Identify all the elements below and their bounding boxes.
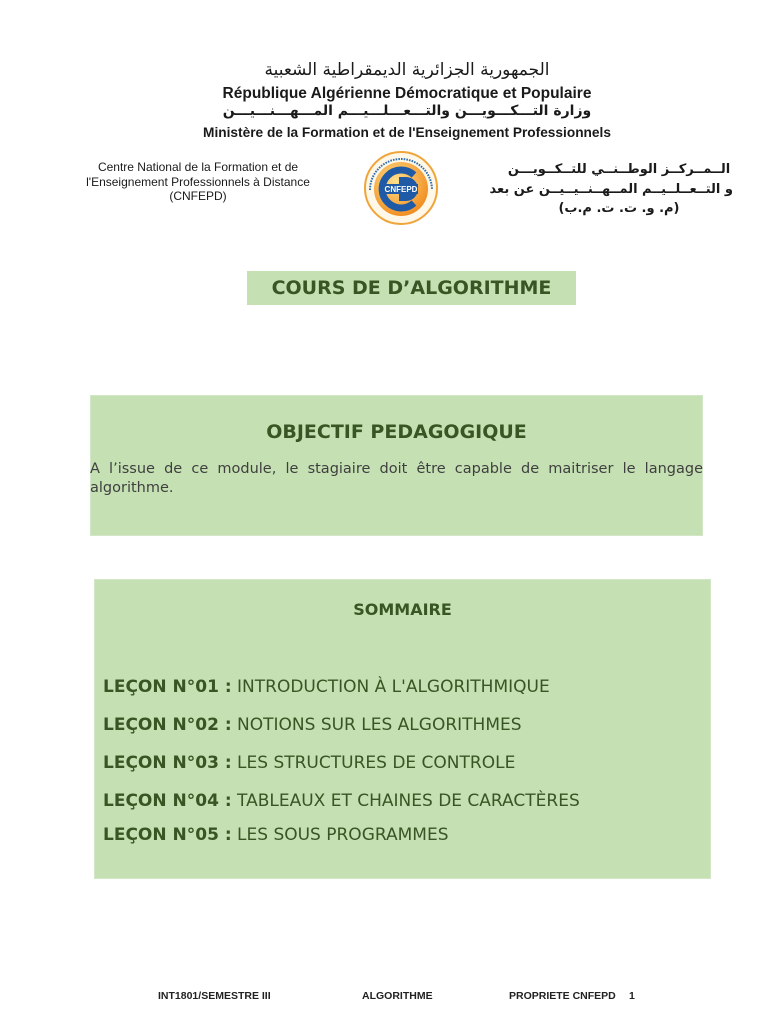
ministry-title: Ministère de la Formation et de l'Enseignement Professionnels (203, 125, 611, 140)
lesson-number: LEÇON N°02 : (103, 715, 232, 735)
lesson-number: LEÇON N°03 : (103, 753, 232, 773)
centre-ar-acronym: (م. و. ت. ت. م.ب) (558, 201, 680, 216)
centre-ar-line: و التــعــلــيــم المــهــنــيــيــن عن بعد (489, 181, 733, 197)
lesson-title: NOTIONS SUR LES ALGORITHMES (237, 715, 522, 735)
footer-page-number: 1 (629, 990, 635, 1002)
footer-module-code: INT1801/SEMESTRE III (158, 990, 271, 1002)
centre-fr-line: Centre National de la Formation et de (97, 160, 299, 174)
lesson-number: LEÇON N°04 : (103, 791, 232, 811)
lesson-number: LEÇON N°05 : (103, 825, 232, 845)
centre-ar-line: الــمــركــز الوطــنــي للتــكــويـــن (507, 162, 731, 177)
centre-name-arabic (489, 160, 733, 219)
arabic-republic-title: الجمهورية الجزائرية الديمقراطية الشعبية (264, 60, 550, 80)
lesson-number: LEÇON N°01 : (103, 677, 232, 697)
lesson-item (103, 676, 550, 698)
lesson-title: LES SOUS PROGRAMMES (237, 825, 449, 845)
objectif-text: A l’issue de ce module, le stagiaire doit être capable de maitriser le langage algorithme. (90, 461, 703, 496)
footer-subject: ALGORITHME (362, 990, 433, 1002)
lesson-title: TABLEAUX ET CHAINES DE CARACTÈRES (237, 791, 580, 811)
centre-fr-line: l'Enseignement Professionnels à Distance (86, 174, 310, 189)
arabic-ministry-title: وزارة التـــكـــويـــن والتـــعـــلـــيـــم المـــهـــنـــيـــن (222, 103, 592, 119)
sommaire-heading: SOMMAIRE (353, 600, 452, 619)
lesson-item (103, 790, 580, 812)
sommaire-panel (94, 579, 711, 879)
lesson-title: LES STRUCTURES DE CONTROLE (237, 753, 516, 773)
centre-name-french (80, 160, 316, 204)
objectif-panel (90, 395, 703, 536)
republic-title: République Algérienne Démocratique et Populaire (222, 85, 592, 102)
lesson-title: INTRODUCTION À L'ALGORITHMIQUE (237, 677, 550, 697)
objectif-heading: OBJECTIF PEDAGOGIQUE (266, 421, 527, 443)
course-title: COURS DE D’ALGORITHME (247, 271, 576, 305)
logo-text: CNFEPD (384, 185, 418, 194)
lesson-item (103, 824, 449, 846)
footer-owner: PROPRIETE CNFEPD (509, 990, 616, 1002)
centre-fr-acronym: (CNFEPD) (169, 189, 227, 203)
lesson-item (103, 714, 522, 736)
cnfepd-logo (363, 150, 439, 226)
lesson-item (103, 752, 515, 774)
